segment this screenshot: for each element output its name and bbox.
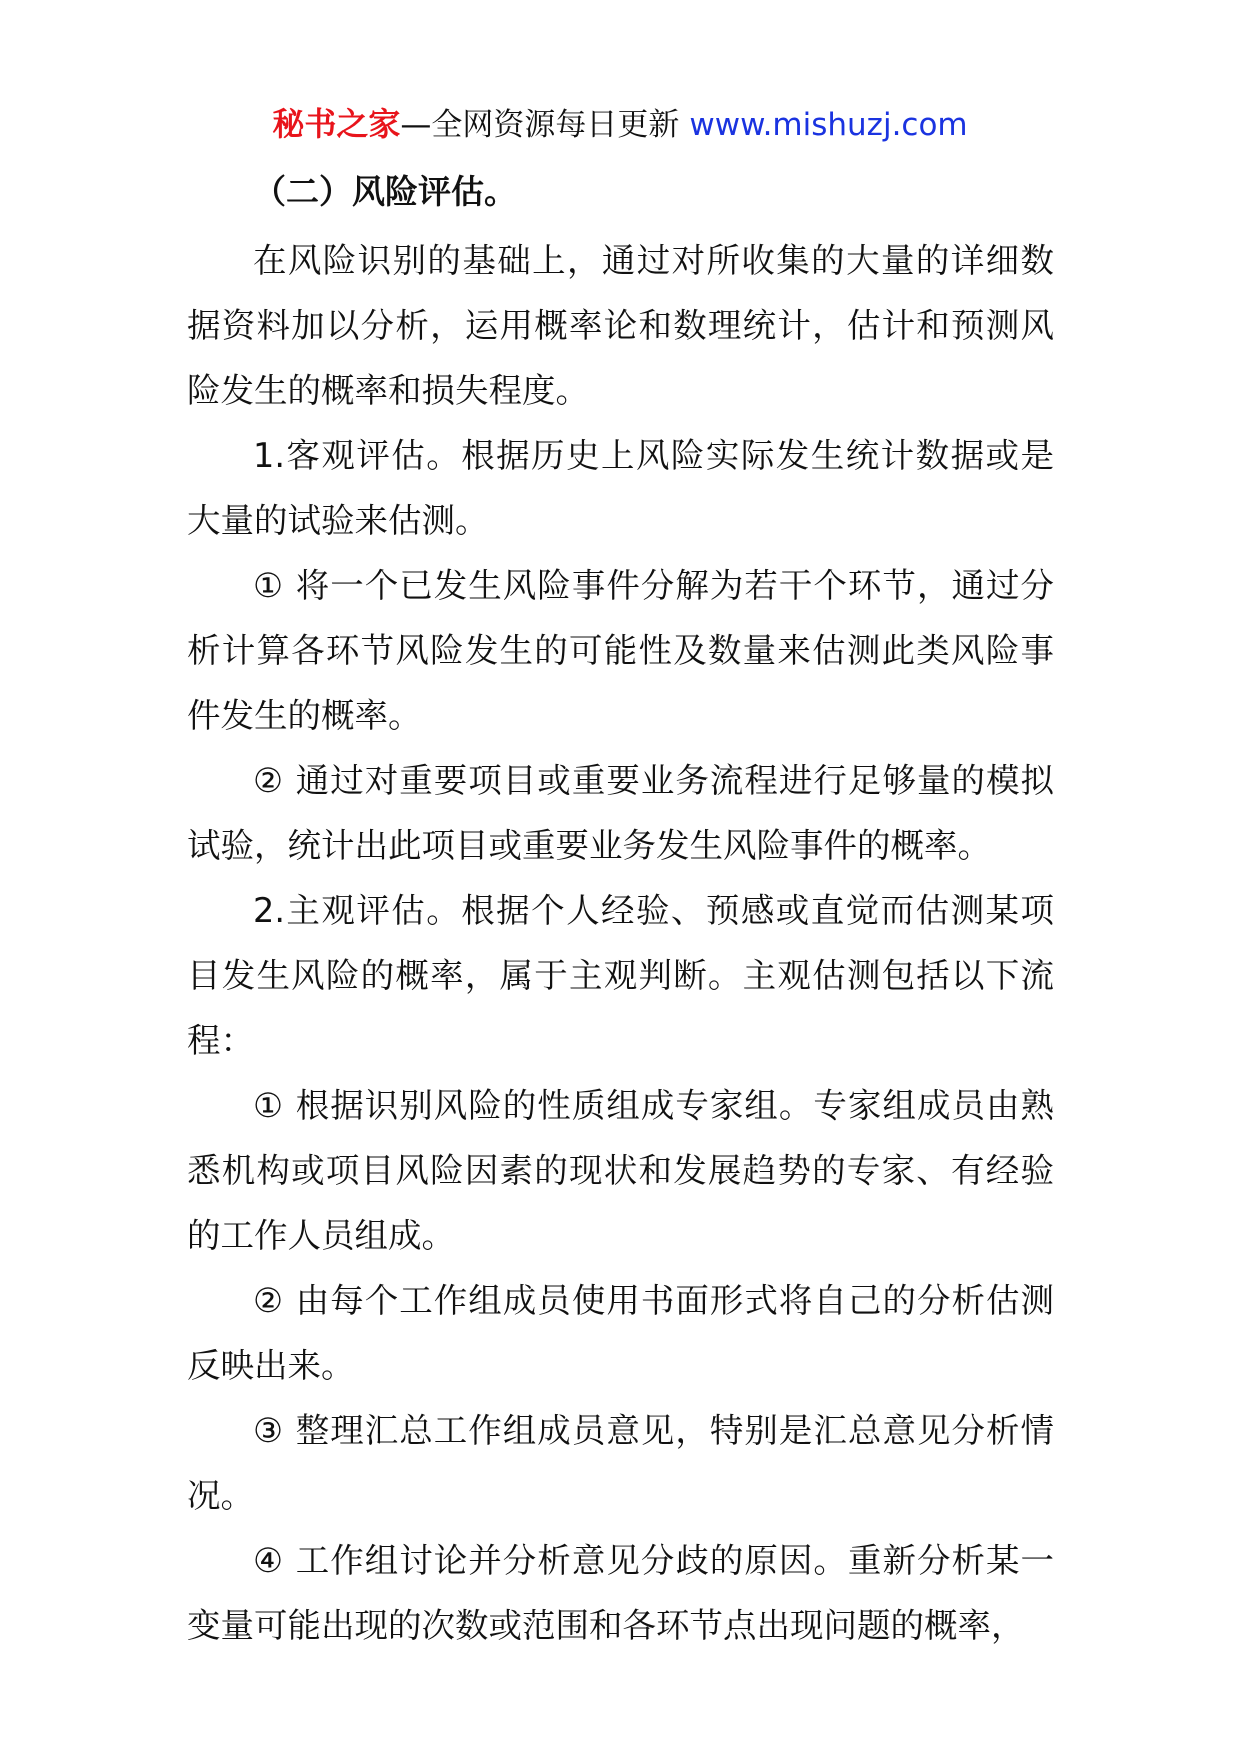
paragraph-objective-assessment: 1.客观评估。根据历史上风险实际发生统计数据或是大量的试验来估测。 [187,436,1054,540]
section-heading: （二）风险评估。 [253,172,517,211]
site-banner [0,100,1240,149]
paragraph-objective-step-2: ② 通过对重要项目或重要业务流程进行足够量的模拟试验，统计出此项目或重要业务发生风险事件的概率。 [187,761,1054,865]
paragraph-subjective-assessment: 2.主观评估。根据个人经验、预感或直觉而估测某项目发生风险的概率，属于主观判断。主观估测包括以下流程： [187,891,1054,1060]
site-url-link[interactable]: www.mishuzj.com [689,107,968,143]
paragraph-subjective-step-4: ④ 工作组讨论并分析意见分歧的原因。重新分析某一变量可能出现的次数或范围和各环节点出现问题的概率， [187,1541,1054,1645]
paragraph-intro: 在风险识别的基础上，通过对所收集的大量的详细数据资料加以分析，运用概率论和数理统计，估计和预测风险发生的概率和损失程度。 [187,241,1054,410]
paragraph-objective-step-1: ① 将一个已发生风险事件分解为若干个环节，通过分析计算各环节风险发生的可能性及数量来估测此类风险事件发生的概率。 [187,566,1054,735]
banner-slogan: —全网资源每日更新 [400,107,680,143]
document-body [187,160,1054,1658]
paragraph-subjective-step-2: ② 由每个工作组成员使用书面形式将自己的分析估测反映出来。 [187,1281,1054,1385]
paragraph-subjective-step-1: ① 根据识别风险的性质组成专家组。专家组成员由熟悉机构或项目风险因素的现状和发展趋势的专家、有经验的工作人员组成。 [187,1086,1054,1255]
paragraph-subjective-step-3: ③ 整理汇总工作组成员意见，特别是汇总意见分析情况。 [187,1411,1054,1515]
brand-name: 秘书之家 [272,105,401,143]
